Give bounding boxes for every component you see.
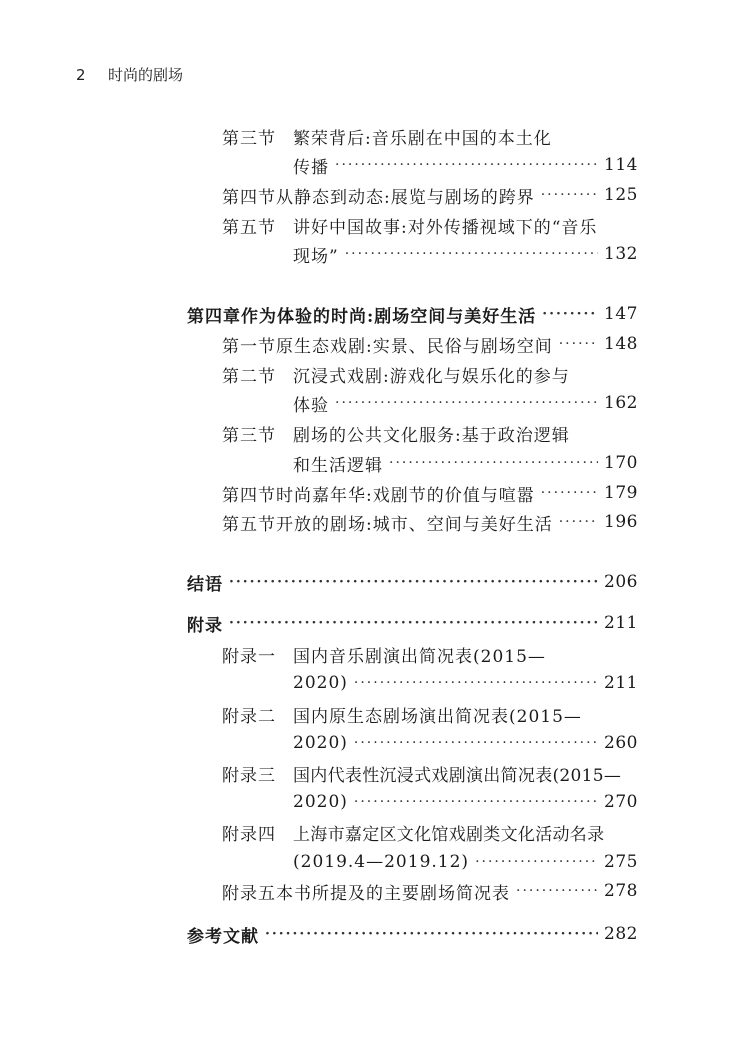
page-ref: 170 [604,453,638,473]
section-label: 第五节 [222,514,276,535]
entry-title: 本书所提及的主要剧场简况表 [276,883,510,904]
toc-entry-ch4-s5 [222,508,638,536]
appendix-label: 附录一 [222,646,276,667]
entry-title-continued: 现场” [293,246,339,267]
toc-entry-app3-line2 [293,788,638,816]
page-ref: 147 [604,304,638,324]
leader-dots [345,246,598,262]
toc-entry-app5 [222,877,638,905]
section-label: 第三节 [222,128,276,149]
leader-dots [542,306,598,322]
leader-dots [265,926,598,942]
toc-entry-ch3-s3-line2 [293,151,638,179]
leader-dots [541,485,598,501]
toc-entry-app4-line1 [222,818,604,846]
entry-title: 原生态戏剧:实景、民俗与剧场空间 [276,336,553,357]
chapter-title: 作为体验的时尚:剧场空间与美好生活 [241,306,537,327]
section-label: 第一节 [222,336,276,357]
page-ref: 260 [604,733,638,753]
chapter-label: 第四章 [187,306,241,327]
appendix-label: 附录四 [222,824,276,845]
entry-title-continued: 2020) [293,673,348,693]
entry-title-continued: 体验 [293,395,329,416]
page-ref: 132 [604,244,638,264]
toc-entry-ch4-s4 [222,479,638,507]
page-ref: 206 [604,572,638,592]
entry-title: 国内代表性沉浸式戏剧演出简况表(2015— [293,765,622,786]
page-ref: 270 [604,792,638,812]
toc-entry-references [187,920,638,948]
section-label: 第四节 [222,187,276,208]
toc-entry-app2-line1 [222,700,582,728]
leader-dots [354,735,598,751]
toc-entry-ch3-s5-line2 [293,240,638,268]
page-ref: 196 [604,512,638,532]
toc-entry-ch4-s1 [222,330,638,358]
appendix-label: 附录五 [222,883,276,904]
entry-title-continued: 传播 [293,157,329,178]
leader-dots [475,854,598,870]
leader-dots [354,675,598,691]
page-ref: 278 [604,881,638,901]
page-ref: 179 [604,483,638,503]
toc-entry-app2-line2 [293,729,638,757]
toc-entry-appendix [187,609,638,637]
entry-title: 结语 [187,574,223,595]
toc-entry-ch4-s2-line1 [222,360,570,388]
entry-title: 附录 [187,615,223,636]
page-ref: 148 [604,334,638,354]
leader-dots [354,794,598,810]
entry-title: 国内原生态剧场演出简况表(2015— [293,706,582,727]
toc-entry-ch3-s4 [222,181,638,209]
section-label: 第三节 [222,425,276,446]
page-ref: 211 [604,673,638,693]
page-ref: 282 [604,924,638,944]
toc-entry-ch4-s3-line2 [293,449,638,477]
entry-title-continued: 2020) [293,792,348,812]
entry-title: 繁荣背后:音乐剧在中国的本土化 [293,128,552,149]
toc-entry-app1-line2 [293,669,638,697]
appendix-label: 附录三 [222,765,276,786]
toc-entry-app3-line1 [222,759,621,787]
leader-dots [516,883,598,899]
entry-title-continued: 2020) [293,733,348,753]
section-label: 第四节 [222,485,276,506]
running-title: 时尚的剧场 [108,66,184,84]
toc-entry-conclusion [187,568,638,596]
entry-title: 开放的剧场:城市、空间与美好生活 [276,514,553,535]
leader-dots [541,187,598,203]
entry-title: 国内音乐剧演出简况表(2015— [293,646,546,667]
appendix-label: 附录二 [222,706,276,727]
leader-dots [389,455,598,471]
section-label: 第二节 [222,366,276,387]
leader-dots [559,514,598,530]
entry-title: 上海市嘉定区文化馆戏剧类文化活动名录 [293,824,605,845]
toc-entry-ch4 [187,300,638,328]
entry-title: 时尚嘉年华:戏剧节的价值与喧嚣 [276,485,535,506]
entry-title: 剧场的公共文化服务:基于政治逻辑 [293,425,570,446]
page-ref: 162 [604,393,638,413]
section-label: 第五节 [222,217,276,238]
leader-dots [559,336,598,352]
leader-dots [335,395,598,411]
page-ref: 114 [604,155,638,175]
leader-dots [229,615,598,631]
toc-entry-app4-line2 [293,848,638,876]
page-ref: 275 [604,852,638,872]
toc-entry-app1-line1 [222,640,546,668]
toc-entry-ch4-s2-line2 [293,389,638,417]
toc-entry-ch3-s5-line1 [222,211,597,239]
page-number: 2 [76,66,86,84]
entry-title: 讲好中国故事:对外传播视域下的“音乐 [293,217,598,238]
toc-entry-ch3-s3-line1 [222,122,552,150]
page-ref: 125 [604,185,638,205]
entry-title: 从静态到动态:展览与剧场的跨界 [276,187,535,208]
leader-dots [229,574,598,590]
toc-entry-ch4-s3-line1 [222,419,570,447]
entry-title: 沉浸式戏剧:游戏化与娱乐化的参与 [293,366,570,387]
entry-title-continued: (2019.4—2019.12) [293,852,470,872]
entry-title: 参考文献 [187,926,259,947]
running-header [76,64,183,85]
leader-dots [335,157,598,173]
page-ref: 211 [604,613,638,633]
entry-title-continued: 和生活逻辑 [293,455,383,476]
